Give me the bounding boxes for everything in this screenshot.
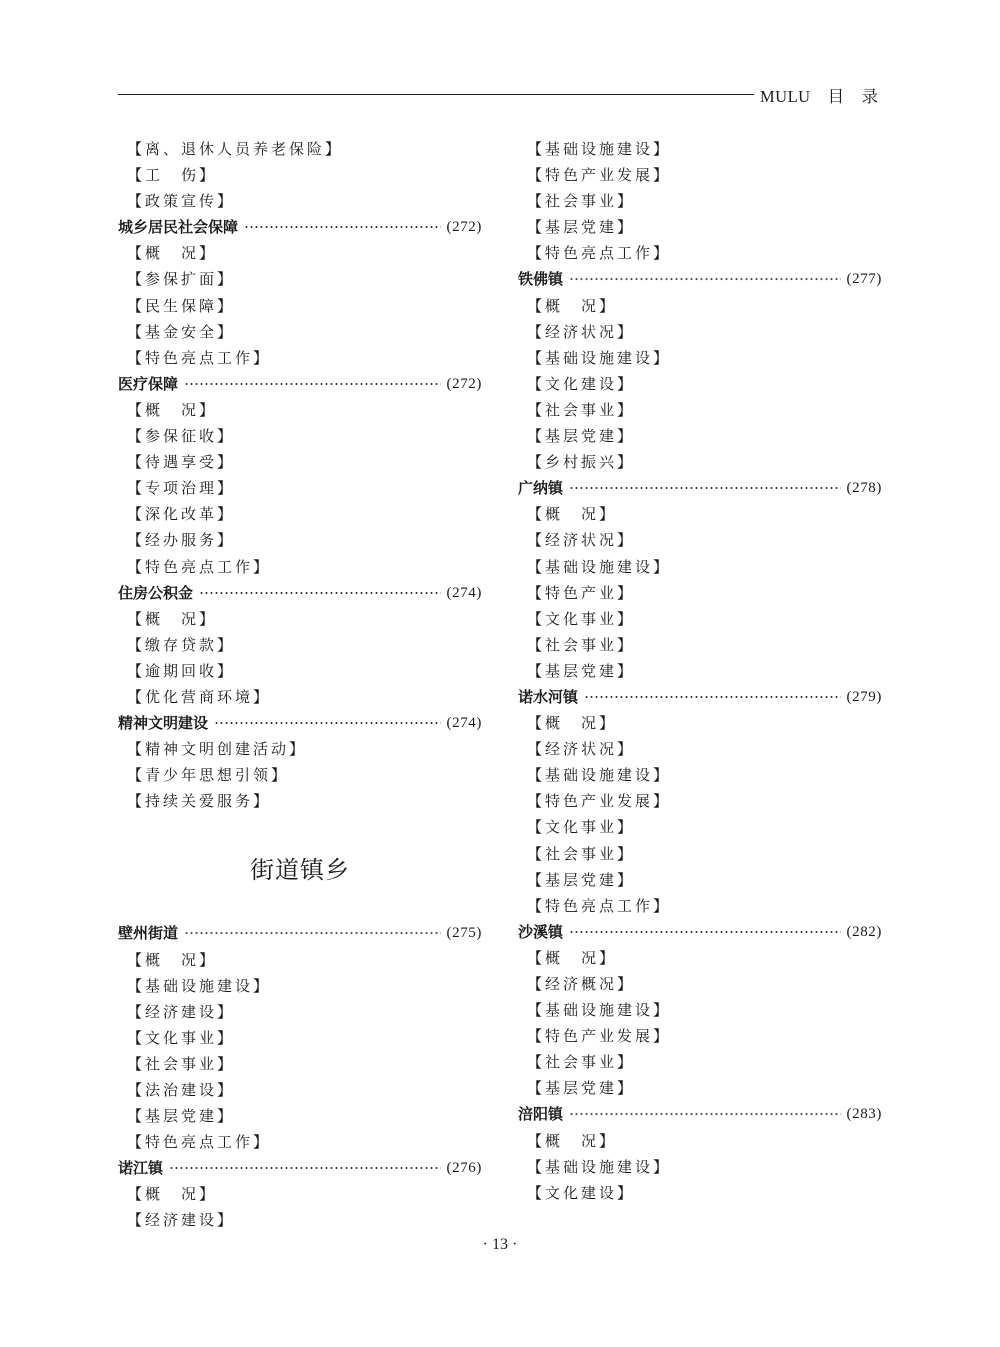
toc-subitem: 【概 况】 [127,400,218,419]
running-header: MULU 目 录 [760,87,879,106]
toc-subitem: 【概 况】 [527,1131,618,1150]
toc-left-column [118,136,482,1234]
toc-entry-page: (274) [446,584,482,601]
dot-leader [169,1155,440,1181]
toc-subitem: 【特色亮点工作】 [527,244,672,263]
toc-entry[interactable] [118,580,482,606]
toc-entry[interactable] [118,710,482,736]
toc-entry-title: 医疗保障 [118,374,179,393]
toc-subitem: 【特色产业发展】 [527,1027,672,1046]
toc-entry-title: 涪阳镇 [518,1105,564,1124]
toc-entry[interactable] [518,1101,882,1127]
toc-subitem: 【社会事业】 [527,192,636,211]
dot-leader [184,920,440,946]
toc-entry-page: (276) [446,1160,482,1177]
toc-subitem: 【概 况】 [127,1185,218,1204]
dot-leader [569,266,840,292]
toc-entry[interactable] [118,371,482,397]
toc-right-column [518,136,882,1206]
toc-entry-page: (278) [846,480,882,497]
toc-subitem: 【基层党建】 [127,1107,236,1126]
toc-subitem: 【特色亮点工作】 [127,557,272,576]
toc-entry-title: 住房公积金 [118,583,194,602]
dot-leader [584,684,840,710]
toc-subitem: 【基层党建】 [527,427,636,446]
toc-subitem: 【文化事业】 [527,818,636,837]
toc-entry-page: (274) [446,715,482,732]
toc-subitem: 【经济状况】 [527,531,636,550]
toc-entry-page: (277) [846,271,882,288]
toc-subitem: 【基础设施建设】 [527,140,672,158]
toc-entry-page: (275) [446,925,482,942]
toc-subitem: 【概 况】 [527,505,618,524]
toc-subitem: 【基础设施建设】 [127,976,272,995]
toc-subitem: 【社会事业】 [527,635,636,654]
toc-entry-page: (282) [846,923,882,940]
dot-leader [569,1101,840,1127]
section-heading: 街道镇乡 [250,856,350,885]
toc-subitem: 【文化建设】 [527,1183,636,1202]
toc-subitem: 【离、退休人员养老保险】 [127,140,344,158]
toc-entry[interactable] [518,266,882,292]
dot-leader [569,475,840,501]
toc-entry-title: 沙溪镇 [518,922,564,941]
toc-entry[interactable] [518,684,882,710]
toc-subitem: 【缴存贷款】 [127,635,236,654]
toc-entry-title: 壁州街道 [118,924,179,943]
toc-subitem: 【基础设施建设】 [527,766,672,785]
toc-subitem: 【经济建设】 [127,1211,236,1230]
toc-subitem: 【基层党建】 [527,218,636,237]
toc-subitem: 【概 况】 [127,950,218,969]
toc-subitem: 【概 况】 [527,296,618,315]
toc-subitem: 【深化改革】 [127,505,236,524]
toc-subitem: 【特色产业发展】 [527,166,672,185]
toc-subitem: 【特色亮点工作】 [527,896,672,915]
toc-subitem: 【社会事业】 [527,400,636,419]
dot-leader [199,580,440,606]
toc-entry-title: 铁佛镇 [518,270,564,289]
dot-leader [214,710,440,736]
toc-subitem: 【乡村振兴】 [527,453,636,472]
toc-entry[interactable] [518,475,882,501]
toc-subitem: 【民生保障】 [127,296,236,315]
toc-subitem: 【特色亮点工作】 [127,348,272,367]
dot-leader [244,214,440,240]
toc-entry-title: 诺江镇 [118,1159,164,1178]
dot-leader [569,919,840,945]
toc-subitem: 【特色亮点工作】 [127,1133,272,1152]
toc-subitem: 【基础设施建设】 [527,1157,672,1176]
toc-entry-title: 精神文明建设 [118,714,209,733]
toc-subitem: 【参保征收】 [127,427,236,446]
toc-subitem: 【工 伤】 [127,166,218,185]
toc-subitem: 【基层党建】 [527,870,636,889]
toc-subitem: 【基础设施建设】 [527,557,672,576]
toc-subitem: 【基层党建】 [527,1079,636,1098]
toc-subitem: 【概 况】 [527,948,618,967]
toc-subitem: 【政策宣传】 [127,192,236,211]
toc-subitem: 【逾期回收】 [127,661,236,680]
toc-subitem: 【经济状况】 [527,322,636,341]
toc-subitem: 【基层党建】 [527,661,636,680]
toc-subitem: 【经济状况】 [527,740,636,759]
toc-subitem: 【专项治理】 [127,479,236,498]
toc-subitem: 【经济建设】 [127,1002,236,1021]
toc-subitem: 【法治建设】 [127,1081,236,1099]
toc-subitem: 【持续关爱服务】 [127,792,272,811]
toc-entry[interactable] [518,919,882,945]
toc-entry-title: 广纳镇 [518,479,564,498]
toc-subitem: 【概 况】 [127,609,218,628]
toc-subitem: 【经办服务】 [127,531,236,550]
toc-entry-page: (272) [446,375,482,392]
toc-subitem: 【社会事业】 [527,844,636,863]
toc-subitem: 【文化事业】 [127,1028,236,1047]
toc-subitem: 【基金安全】 [127,322,236,341]
toc-entry-page: (272) [446,219,482,236]
toc-subitem: 【概 况】 [527,714,618,733]
toc-subitem: 【优化营商环境】 [127,687,272,706]
toc-subitem: 【精神文明创建活动】 [127,740,308,759]
toc-subitem: 【基础设施建设】 [527,348,672,367]
toc-subitem: 【社会事业】 [527,1053,636,1072]
page-number: · 13 · [482,1236,518,1253]
toc-entry[interactable] [118,214,482,240]
dot-leader [184,371,440,397]
toc-entry-page: (283) [846,1106,882,1123]
toc-entry[interactable] [118,1155,482,1181]
toc-subitem: 【概 况】 [127,244,218,263]
toc-subitem: 【特色产业发展】 [527,792,672,811]
toc-entry-title: 诺水河镇 [518,687,579,706]
toc-subitem: 【社会事业】 [127,1054,236,1073]
toc-entry-page: (279) [846,688,882,705]
toc-subitem: 【青少年思想引领】 [127,766,290,785]
toc-subitem: 【参保扩面】 [127,270,236,289]
header-rule [118,94,754,95]
toc-entry-title: 城乡居民社会保障 [118,218,239,237]
toc-subitem: 【待遇享受】 [127,453,236,472]
toc-subitem: 【文化建设】 [527,374,636,393]
toc-subitem: 【特色产业】 [527,583,636,602]
toc-subitem: 【基础设施建设】 [527,1001,672,1020]
toc-subitem: 【文化事业】 [527,609,636,628]
toc-entry[interactable] [118,920,482,946]
toc-subitem: 【经济概况】 [527,975,636,993]
